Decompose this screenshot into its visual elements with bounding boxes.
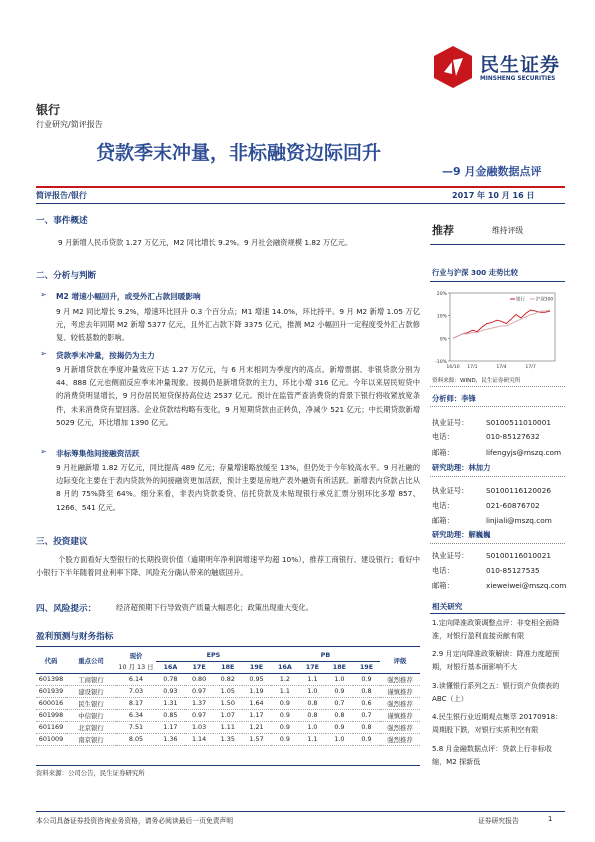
point-3-title: 非标筹集他间接融资活跃 xyxy=(56,449,140,458)
cell-value: 1.07 xyxy=(220,711,235,719)
section-3-title: 三、投资建议 xyxy=(36,537,88,547)
ra2-cert-label: 执业证号： xyxy=(432,551,469,560)
footer-divider xyxy=(36,811,565,812)
report-subtitle: —9 月金融数据点评 xyxy=(442,165,542,178)
section-2-title: 二、分析与判断 xyxy=(36,271,97,281)
report-type: 行业研究/简评报告 xyxy=(36,120,103,129)
related-item[interactable]: 4.民生银行业近期观点集萃 20170918：周期股下跌，对银行实质利空有限 xyxy=(432,712,563,734)
ra1-mail[interactable]: linjiali@mszq.com xyxy=(486,516,552,525)
cell-value: 0.97 xyxy=(191,711,207,719)
report-date: 2017 年 10 月 16 日 xyxy=(452,191,535,200)
cell-company: 工商银行 xyxy=(78,675,104,684)
col-eps: EPS xyxy=(156,649,271,661)
section-4-text: 经济超预期下行导致资产质量大幅恶化；政策出现重大变化。 xyxy=(116,603,314,612)
divider xyxy=(430,406,565,407)
brand-logo-icon xyxy=(430,44,476,90)
cell-value: 0.9 xyxy=(334,687,345,695)
section-1-text: 9 月新增人民币贷款 1.27 万亿元，M2 同比增长 9.2%。9 月社会融资规模 1.82 万亿元。 xyxy=(58,238,353,247)
related-item[interactable]: 3.读懂银行系列之五：银行资产负债表的 ABC（上） xyxy=(432,681,560,703)
analyst-mail-label: 邮箱： xyxy=(432,448,454,457)
col-company: 重点公司 xyxy=(78,657,104,666)
section-1-title: 一、事件概述 xyxy=(36,216,88,226)
cell-rating: 谨慎推荐 xyxy=(387,687,413,696)
footer-right: 证券研究报告 xyxy=(478,817,519,825)
bar-divider xyxy=(36,203,565,204)
cell-value: 1.19 xyxy=(249,687,264,695)
analyst-name: 李锋 xyxy=(461,394,476,403)
year-header: 19E xyxy=(359,663,374,671)
cell-value: 0.9 xyxy=(279,735,290,743)
cell-price: 7.03 xyxy=(128,687,144,695)
cell-value: 0.78 xyxy=(163,675,178,683)
ra2-mail[interactable]: xieweiwei@mszq.com xyxy=(486,581,567,590)
legend-label: 银行 xyxy=(516,297,525,303)
cell-price: 6.14 xyxy=(128,675,144,683)
cell-code: 601998 xyxy=(38,711,64,719)
cell-value: 0.82 xyxy=(220,675,235,683)
cell-company: 民生银行 xyxy=(78,699,104,708)
page-number: 1 xyxy=(548,815,553,823)
table-row xyxy=(36,673,420,685)
bullet-arrow-icon: ➢ xyxy=(40,290,47,299)
cell-value: 1.35 xyxy=(220,735,235,743)
forecast-bottom-line xyxy=(36,765,420,766)
cell-value: 0.95 xyxy=(249,675,264,683)
analyst-cert: S0100511010001 xyxy=(486,418,551,427)
divider xyxy=(430,543,565,544)
related-item[interactable]: 2.9 月定向降准政策解读：降准力度超预期，对银行基本面影响不大 xyxy=(432,649,560,671)
header-divider xyxy=(36,186,565,188)
cell-price: 8.05 xyxy=(128,735,144,743)
rating-label: 推荐 xyxy=(432,224,454,237)
col-price-date: 10 月 13 日 xyxy=(118,663,154,672)
year-header: 16A xyxy=(163,663,178,671)
cell-company: 建设银行 xyxy=(78,687,104,696)
forecast-top-line xyxy=(36,646,420,647)
point-2-text: 9 月新增贷款在季度冲量效应下达 1.27 万亿元，与 6 月末相同为季度内的高点。新增票据、非银贷款分别为 44、888 亿元也侧面反应季末冲量现象。按揭仍是新增贷款的主力，环比小增 316 亿元。今年以来居民短贷中的消费贷明显增长，9 月份居民短贷保持高位达 2537 亿元。预计在监管严查消费贷的背景下银行将收紧放宽条件，未来消费贷有望回落。企业贷款结构略有变化，9 月短期贷款由正转负，净减少 521 亿元；中长期贷款新增 5029 亿元，环比增加 1390 亿元。 xyxy=(56,365,420,427)
research-assistant-1: 研究助理：林加力 xyxy=(432,463,491,472)
cell-rating: 强烈推荐 xyxy=(387,735,413,744)
legend-label: 沪深300 xyxy=(536,297,554,303)
brand-name-en: MINSHENG SECURITIES xyxy=(480,76,556,82)
forecast-table xyxy=(36,649,420,746)
cell-value: 1.0 xyxy=(334,735,345,743)
cell-value: 0.80 xyxy=(191,675,207,683)
brand-name: 民生证券 xyxy=(480,54,561,76)
x-tick-label: 17/7 xyxy=(525,365,536,370)
rating-value: 维持评级 xyxy=(492,226,524,235)
cell-price: 7.51 xyxy=(128,723,144,731)
y-tick-label: 20% xyxy=(436,292,447,297)
brand-logo xyxy=(430,44,570,90)
cell-value: 0.8 xyxy=(307,699,318,707)
cell-value: 1.31 xyxy=(163,699,178,707)
related-item[interactable]: 5.8 月金融数据点评：贷款上行非标收缩，M2 探新低 xyxy=(432,744,552,766)
cell-value: 1.17 xyxy=(249,711,264,719)
ra1-cert: S0100116120026 xyxy=(486,486,551,495)
x-tick-label: 17/4 xyxy=(496,365,507,370)
chart-source: 资料来源：WIND，民生证券研究所 xyxy=(432,378,521,384)
cell-value: 1.0 xyxy=(334,675,345,683)
cell-value: 0.7 xyxy=(361,711,372,719)
x-tick-label: 17/1 xyxy=(467,365,478,370)
year-header: 17E xyxy=(305,663,320,671)
point-3-text: 9 月社融新增 1.82 万亿元，同比提高 489 亿元；存量增速略放缓至 13%，但仍处于今年较高水平。9 月社融的边际变化主要在于表内贷款外的间接融资更加活跃，预计主要是房地产表外融资有所活跃。新增表内贷款占比从 8 月的 75%降至 64%。细分来看，非表内贷款委贷、信托贷款及未贴现银行承兑汇票分别环比多增 857、1266、541 亿元。 xyxy=(56,463,420,512)
cell-code: 601009 xyxy=(38,735,64,743)
related-divider xyxy=(430,613,565,614)
cell-value: 1.0 xyxy=(307,723,318,731)
cell-value: 1.64 xyxy=(249,699,264,707)
cell-value: 1.11 xyxy=(220,723,235,731)
year-header: 16A xyxy=(277,663,292,671)
ra1-tel: 021-60876702 xyxy=(486,501,540,510)
research-assistant-2: 研究助理：解巍巍 xyxy=(432,530,491,539)
table-row xyxy=(36,721,420,733)
cell-value: 1.36 xyxy=(163,735,178,743)
col-code: 代码 xyxy=(44,657,58,666)
ra2-cert: S0100116010021 xyxy=(486,551,551,560)
ra1-tel-label: 电话： xyxy=(432,501,454,510)
x-tick-label: 16/10 xyxy=(446,365,460,370)
cell-value: 0.85 xyxy=(163,711,178,719)
report-title: 贷款季末冲量，非标融资边际回升 xyxy=(96,142,382,164)
cell-value: 1.37 xyxy=(191,699,207,707)
forecast-source: 资料来源：公司公告，民生证券研究所 xyxy=(36,769,145,777)
cell-value: 0.9 xyxy=(279,699,290,707)
analyst-mail[interactable]: lifengyjs@mszq.com xyxy=(486,448,562,457)
cell-value: 1.03 xyxy=(191,723,207,731)
year-header: 19E xyxy=(249,663,264,671)
cell-value: 0.9 xyxy=(334,723,345,731)
series-line-hs300 xyxy=(453,310,550,338)
table-row xyxy=(36,685,420,697)
cell-value: 0.7 xyxy=(334,699,345,707)
ra1-mail-label: 邮箱： xyxy=(432,516,454,525)
cell-code: 601939 xyxy=(38,687,64,695)
cell-value: 0.9 xyxy=(279,711,290,719)
cell-value: 0.8 xyxy=(307,711,318,719)
ra2-tel-label: 电话： xyxy=(432,566,454,575)
y-tick-label: 0% xyxy=(439,337,447,343)
cell-value: 1.21 xyxy=(249,723,264,731)
cell-value: 1.2 xyxy=(279,675,290,683)
cell-price: 6.34 xyxy=(128,711,144,719)
cell-value: 0.9 xyxy=(279,723,290,731)
footer-disclaimer: 本公司具备证券投资咨询业务资格，请务必阅读最后一页免责声明 xyxy=(36,817,234,825)
cell-value: 1.05 xyxy=(220,687,235,695)
cell-value: 1.14 xyxy=(191,735,207,743)
cell-value: 1.1 xyxy=(307,735,318,743)
chart-source-divider xyxy=(430,386,565,387)
ra2-name: 解巍巍 xyxy=(468,530,491,539)
y-tick-label: 10% xyxy=(436,314,447,320)
cell-value: 1.1 xyxy=(307,675,318,683)
cell-price: 8.17 xyxy=(128,699,144,707)
analyst-tel-label: 电话： xyxy=(432,432,454,441)
plot-frame xyxy=(450,293,555,361)
cell-code: 601169 xyxy=(38,723,64,731)
bullet-arrow-icon: ➢ xyxy=(40,349,47,358)
cell-value: 1.1 xyxy=(279,687,290,695)
analyst-tel: 010-85127632 xyxy=(486,432,540,441)
cell-value: 1.50 xyxy=(220,699,235,707)
cell-rating: 谨慎推荐 xyxy=(387,711,413,720)
analyst-cert-label: 执业证号： xyxy=(432,418,469,427)
ra1-cert-label: 执业证号： xyxy=(432,486,469,495)
y-tick-label: -10% xyxy=(435,360,447,365)
cell-code: 601398 xyxy=(38,675,64,683)
point-1-title: M2 增速小幅回升，或受外汇占款回暖影响 xyxy=(56,292,201,301)
cell-rating: 强烈推荐 xyxy=(387,723,413,732)
year-header: 18E xyxy=(221,663,235,671)
cell-value: 1.57 xyxy=(249,735,264,743)
related-title: 相关研究 xyxy=(432,602,463,611)
cell-rating: 强烈推荐 xyxy=(387,699,413,708)
cell-value: 0.6 xyxy=(361,699,372,707)
point-1-text: 9 月 M2 同比增长 9.2%，增速环比回升 0.3 个百分点；M1 增速 14.0%，环比持平。9 月 M2 新增 1.05 万亿元，考虑去年同期 M2 新增 5377 亿元，且外汇占款下降 3375 亿元，推测 M2 小幅回升一定程度受外汇占款修复、较低基数的影响。 xyxy=(56,307,420,343)
cell-value: 1.17 xyxy=(163,723,178,731)
year-header: 18E xyxy=(332,663,347,671)
cell-value: 0.9 xyxy=(361,675,372,683)
related-item[interactable]: 1.定向降准政策调整点评：非变相全面降准，对银行盈利直接贡献有限 xyxy=(432,618,560,640)
ra2-tel: 010-85127535 xyxy=(486,566,540,575)
cell-company: 南京银行 xyxy=(78,735,104,744)
cell-value: 0.8 xyxy=(361,687,372,695)
table-row xyxy=(36,733,420,745)
section-4-title: 四、风险提示： xyxy=(36,604,97,614)
cell-rating: 强烈推荐 xyxy=(387,675,413,684)
analyst-label: 分析师：李锋 xyxy=(432,394,476,403)
cell-company: 中信银行 xyxy=(78,711,104,720)
trend-chart xyxy=(430,285,565,373)
col-pb: PB xyxy=(271,649,380,661)
bullet-arrow-icon: ➢ xyxy=(40,447,47,456)
cell-code: 600016 xyxy=(38,699,64,707)
year-header: 17E xyxy=(192,663,206,671)
cell-value: 0.9 xyxy=(361,735,372,743)
cell-value: 0.93 xyxy=(163,687,178,695)
ra2-mail-label: 邮箱： xyxy=(432,581,454,590)
bar-left: 简评报告/银行 xyxy=(36,191,87,200)
cell-value: 1.0 xyxy=(307,687,318,695)
cell-company: 北京银行 xyxy=(78,723,104,732)
table-row xyxy=(36,697,420,709)
forecast-title: 盈利预测与财务指标 xyxy=(36,632,114,642)
section-3-text: 个股方面看好大型银行的长期投资价值（逾期明年净利润增速平均超 10%），推荐工商银行、建设银行；看好中小银行下半年随着同业利率下降、风险充分确认带来的触底回升。 xyxy=(36,555,420,578)
cell-value: 0.8 xyxy=(361,723,372,731)
industry-label: 银行 xyxy=(36,103,61,117)
cell-value: 0.8 xyxy=(334,711,345,719)
cell-value: 0.97 xyxy=(191,687,207,695)
table-row xyxy=(36,709,420,721)
col-rating: 评级 xyxy=(393,657,407,666)
ra1-name: 林加力 xyxy=(468,463,491,472)
col-price: 现价 xyxy=(129,651,143,660)
point-2-title: 贷款季末冲量，按揭仍为主力 xyxy=(56,351,155,360)
chart-title: 行业与沪深 300 走势比较 xyxy=(432,268,518,277)
chart-top-line xyxy=(430,281,565,282)
divider xyxy=(430,476,565,477)
rating-divider xyxy=(430,244,565,245)
